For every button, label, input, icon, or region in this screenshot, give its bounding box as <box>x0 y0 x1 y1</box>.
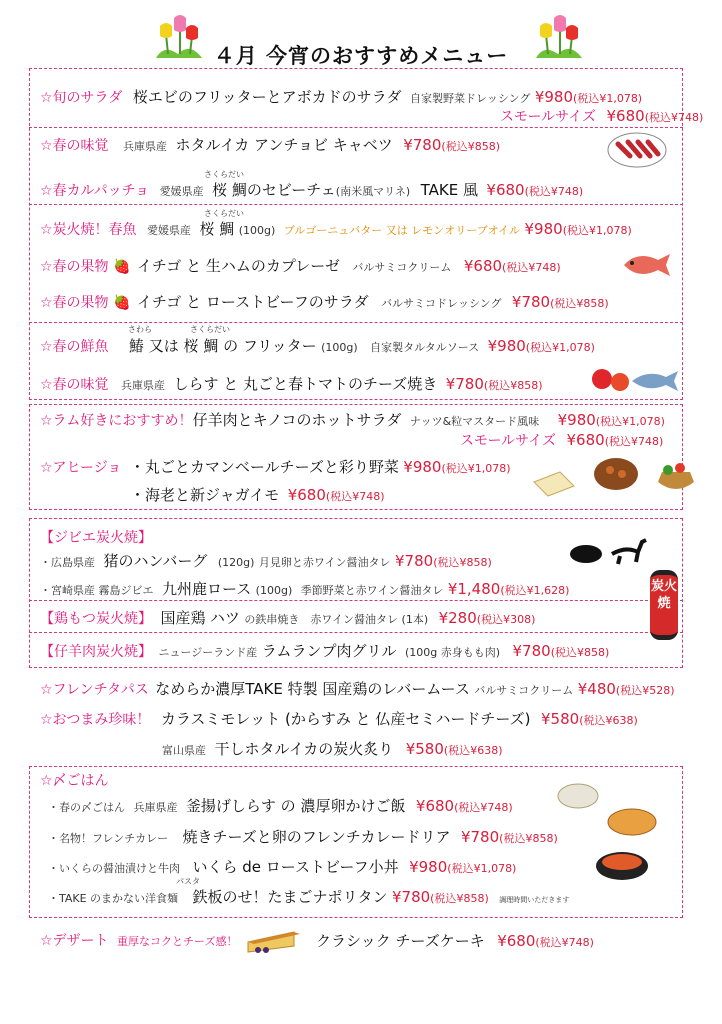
menu-item: ・広島県産 猪のハンバーグ (120g) 月見卵と赤ワイン醤油タレ ¥780(税込¥858) <box>40 552 492 570</box>
strawberry-icon: 🍓 <box>113 295 131 311</box>
firefly-squid-icon <box>606 130 668 170</box>
boar-deer-icon <box>566 536 648 566</box>
ruby-text: さくらだい <box>204 170 244 179</box>
menu-item: 【仔羊肉炭火焼】 ニュージーランド産 ラムランプ肉グリル (100g 赤身もも肉) ¥780(税込¥858) <box>40 642 610 660</box>
ruby-text: さくらだい <box>204 209 244 218</box>
lantern-label: 炭火焼 <box>650 579 677 611</box>
strawberry-icon: 🍓 <box>113 259 131 275</box>
menu-item-small: スモールサイズ ¥680(税込¥748) <box>500 107 704 125</box>
menu-item: 【鶏もつ炭火焼】 国産鶏 ハツ の鉄串焼き 赤ワイン醤油タレ (1本) ¥280(税込¥308) <box>40 609 536 627</box>
menu-item: ・TAKE のまかない洋食麺 鉄板のせ！たまごナポリタン ¥780(税込¥858) 調理時間いただきます <box>48 888 570 906</box>
menu-item: ・いくらの醤油漬けと牛肉 いくら de ローストビーフ小丼 ¥980(税込¥1,078) <box>48 858 517 876</box>
divider <box>29 600 683 601</box>
menu-item: ☆春の味覚 兵庫県産 しらす と 丸ごと春トマトのチーズ焼き ¥780(税込¥858) <box>40 375 543 393</box>
menu-item: ☆春の鮮魚 鰆 又は 桜 鯛 の フリッター (100g) 自家製タルタルソース ¥980(税込¥1,078) <box>40 337 595 355</box>
menu-item: ☆ラム好きにおすすめ！仔羊肉とキノコのホットサラダ ナッツ&粒マスタード風味 ¥980(税込¥1,078) <box>40 411 665 429</box>
menu-item: ☆春の果物 🍓 イチゴ と ローストビーフのサラダ バルサミコドレッシング ¥780(税込¥858) <box>40 293 609 311</box>
menu-item: ・宮崎県産 霧島ジビエ 九州鹿ロース (100g) 季節野菜と赤ワイン醤油タレ ¥1,480(税込¥1,628) <box>40 580 570 598</box>
divider <box>29 632 683 633</box>
tomato-fish-icon <box>590 363 680 395</box>
menu-item: ・海老と新ジャガイモ ¥680(税込¥748) <box>130 486 385 504</box>
tulip-icon <box>530 14 586 60</box>
menu-item: ☆旬のサラダ 桜エビのフリッターとアボカドのサラダ 自家製野菜ドレッシング ¥980(税込¥1,078) <box>40 88 643 106</box>
menu-item: ☆おつまみ珍味！ カラスミモレット (からすみ と 仏産セミハードチーズ) ¥580(税込¥638) <box>40 710 638 728</box>
ajillo-icon <box>530 452 702 500</box>
menu-item: ・春の〆ごはん 兵庫県産 釜揚げしらす の 濃厚卵かけご飯 ¥680(税込¥748) <box>48 797 513 815</box>
section-heading: 【ジビエ炭火焼】 <box>40 530 152 546</box>
menu-item: ☆春の味覚 兵庫県産 ホタルイカ アンチョビ キャベツ ¥780(税込¥858) <box>40 136 500 154</box>
menu-item: クラシック チーズケーキ ¥680(税込¥748) <box>316 932 594 950</box>
ruby-text: さくらだい <box>190 325 230 334</box>
rice-curry-donburi-icon <box>556 778 660 888</box>
section-heading: ☆〆ごはん <box>40 773 109 789</box>
menu-item: ☆アヒージョ ・丸ごとカマンベールチーズと彩り野菜 ¥980(税込¥1,078) <box>40 458 511 476</box>
page-title: ４月 今宵のおすすめメニュー <box>213 44 509 68</box>
menu-item: 富山県産 干しホタルイカの炭火炙り ¥580(税込¥638) <box>162 740 503 758</box>
menu-item: ☆デザート 重厚なコクとチーズ感！ <box>40 933 238 949</box>
menu-item: ・名物！フレンチカレー 焼きチーズと卵のフレンチカレードリア ¥780(税込¥858) <box>48 828 558 846</box>
divider <box>29 127 683 128</box>
cheesecake-icon <box>244 924 304 954</box>
divider <box>29 204 683 205</box>
menu-item: ☆春カルパッチョ 愛媛県産 桜 鯛のセビーチェ(南米風マリネ) TAKE 風 ¥680(税込¥748) <box>40 181 584 199</box>
menu-item-small: スモールサイズ ¥680(税込¥748) <box>460 431 664 449</box>
ruby-text: さわら <box>128 325 152 334</box>
menu-item: ☆春の果物 🍓 イチゴ と 生ハムのカプレーゼ バルサミコクリーム ¥680(税込¥748) <box>40 257 561 275</box>
sea-bream-icon <box>620 250 672 280</box>
ruby-text: パスタ <box>176 877 200 886</box>
menu-item: ☆炭火焼！春魚 愛媛県産 桜 鯛 (100g) ブルゴーニュバター 又は レモンオリーブオイル ¥980(税込¥1,078) <box>40 220 632 238</box>
divider <box>29 322 683 323</box>
menu-item: ☆フレンチタパス なめらか濃厚TAKE 特製 国産鶏のレバームース バルサミコクリーム ¥480(税込¥528) <box>40 680 675 698</box>
